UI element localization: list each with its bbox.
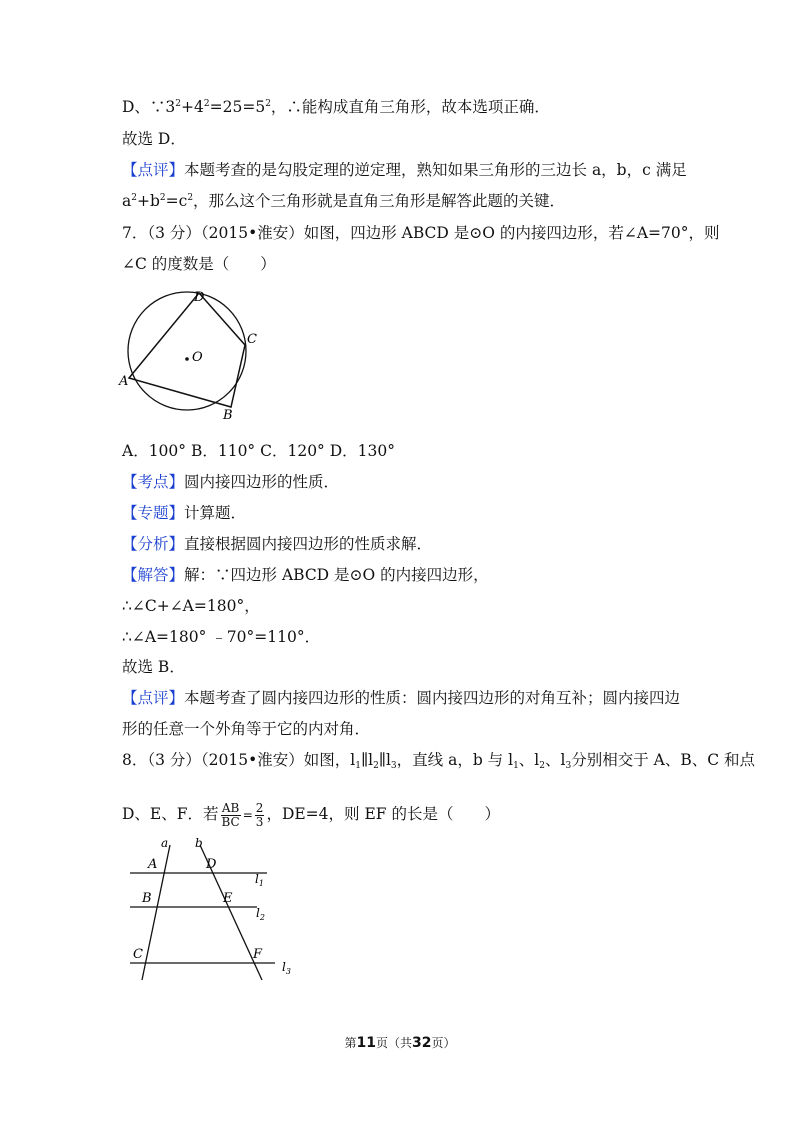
quadrilateral-abcd [129, 293, 245, 407]
dianping-line-2: 形的任意一个外角等于它的内对角． [122, 720, 371, 738]
text-line-2: 故选 D． [122, 130, 186, 148]
label-d: D [194, 290, 205, 305]
fraction-2-3: $\frac{2}{3}$ [255, 800, 264, 829]
fraction-ab-bc: $\frac{AB}{BC}$ [221, 800, 240, 829]
question-7-line-1: 7．（3 分）（2015•淮安）如图，四边形 ABCD 是⊙O 的内接四边形，若∠A=70°，则 [122, 224, 720, 242]
label-c: C [247, 332, 257, 347]
label-b-line: b [195, 836, 203, 850]
label-point-f: F [253, 947, 263, 962]
dianping-line-1: 【点评】本题考查了圆内接四边形的性质：圆内接四边形的对角互补；圆内接四边 [122, 689, 681, 707]
parallel-lines-figure [115, 835, 305, 985]
label-point-e: E [223, 891, 233, 906]
center-point [185, 357, 189, 361]
label-a: A [119, 374, 129, 389]
label-l3: $l_3$ [282, 960, 291, 976]
comment-line-2: $a^2+b^2=c^2$，那么这个三角形就是直角三角形是解答此题的关键． [122, 192, 566, 210]
text-line-1: D、$\because 3^2+4^2=25=5^2$，∴能构成直角三角形，故本选项正确． [122, 98, 550, 116]
comment-line-1: 【点评】本题考查的是勾股定理的逆定理，熟知如果三角形的三边长 a，b，c 满足 [122, 161, 687, 179]
comment-tag: 【点评】 [122, 161, 185, 179]
label-a-line: a [161, 836, 169, 850]
solution-choice: 故选 B． [122, 658, 185, 676]
question-7-line-2: ∠C 的度数是（ ） [122, 255, 276, 273]
answer-options: A．100° B．110° C．120° D．130° [122, 442, 395, 460]
jieda-line: 【解答】解：∵四边形 ABCD 是⊙O 的内接四边形， [122, 566, 489, 584]
label-point-d: D [206, 857, 217, 872]
label-point-c: C [133, 947, 143, 962]
solution-step-2: ∴∠A=180° ﹣70°=110°． [122, 628, 321, 646]
circle-quadrilateral-figure [115, 285, 275, 420]
label-o: O [192, 350, 203, 365]
label-l1: $l_1$ [255, 872, 264, 888]
label-l2: $l_2$ [256, 906, 265, 922]
label-point-b: B [142, 891, 152, 906]
question-8-line-2: D、E、F．若 $\frac{AB}{BC}$ = $\frac{2}{3}$ ，DE=4，则 EF 的长是（ ） [122, 800, 500, 829]
circle-o [128, 292, 246, 410]
label-b: B [223, 408, 233, 420]
solution-step-1: ∴∠C+∠A=180°， [122, 597, 260, 615]
page-footer: 第11页（共32页） [344, 1035, 456, 1051]
question-8-line-1: 8．（3 分）（2015•淮安）如图，$l_1\parallel l_2\parallel l_3$，直线 a，b 与 $l_1$、$l_2$、$l_3$分别相交于 A、B、C 和点 [122, 751, 756, 771]
label-point-a: A [148, 857, 158, 872]
zhuanti-line: 【专题】计算题． [122, 504, 247, 522]
kaodian-line: 【考点】圆内接四边形的性质． [122, 473, 340, 491]
fenxi-line: 【分析】直接根据圆内接四边形的性质求解． [122, 535, 433, 553]
